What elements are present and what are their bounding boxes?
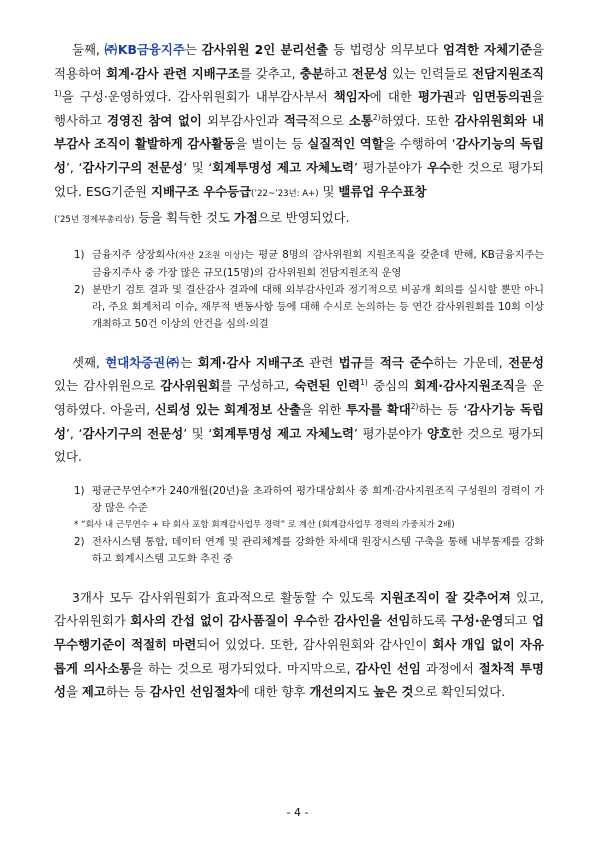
emphasis: 감사기구의 전문성 (82, 425, 184, 441)
text: 과정에서 (420, 660, 479, 676)
emphasis: 제고 (81, 684, 106, 700)
text: 는 평균 8명의 감사위원회 지원조직을 갖춘데 반해, KB금융지주는 금융지주사 중 가장 많은 규모(15명)의 감사위원회 전담지원조직 운영 (92, 249, 544, 279)
company-name-hyundai: 현대차증권㈜ (105, 354, 181, 370)
text: 적으로 (307, 112, 349, 128)
text: 하는 등 (105, 684, 150, 700)
footnote-text (92, 247, 544, 282)
text: 하고 (323, 65, 352, 81)
footnote-number: 2) (74, 536, 85, 548)
emphasis: 감사인을 선임 (333, 613, 411, 629)
emphasis: 구성·운영 (450, 613, 504, 629)
emphasis: 충분 (299, 65, 324, 81)
emphasis: 임면동의권 (472, 89, 533, 105)
emphasis: 전담지원조직 (472, 65, 544, 81)
emphasis: 투자를 확대 (345, 401, 411, 417)
text: 를 구성하고, (220, 378, 295, 394)
text: 등 법령상 의무보다 (328, 42, 444, 57)
text: 한 (317, 613, 334, 629)
paragraph-hyundai (54, 351, 544, 469)
emphasis: 실질적인 역할 (307, 136, 384, 152)
text: 중심의 (367, 378, 415, 394)
text: ’ 및 ‘ (183, 159, 213, 175)
emphasis: 우수 (427, 159, 451, 175)
footnote-text: * “회사 내 근무연수 + 타 회사 포함 회계감사업무 경력” 로 계산 (회계감사업무 경력의 가중치가 2배) (74, 519, 455, 530)
emphasis: 숙련된 인력 (294, 378, 361, 394)
text: 을 구성·운영하였다. 감사위원회가 내부감사부서 (61, 89, 334, 105)
paragraph-kb (54, 38, 544, 233)
footnotes-hyundai (74, 483, 544, 568)
small-note: (’22~’23년: A+) (251, 188, 319, 199)
text: 되고 (503, 613, 532, 629)
text: 되어 있었다. 또한, 감사위원회와 감사인이 (196, 636, 433, 652)
text: ’, ‘ (65, 425, 83, 441)
text: 외부감사인과 (201, 112, 284, 128)
emphasis: 소통 (348, 112, 373, 128)
emphasis: 감사기능 독립성 (54, 401, 544, 441)
text: 셋째, (72, 354, 106, 370)
emphasis: 회사의 간섭 없이 감사품질이 우수 (130, 613, 318, 629)
emphasis: 감사인 선임절차 (149, 684, 238, 700)
footnote-number: 1) (74, 485, 85, 497)
text: 과 (453, 89, 473, 105)
text: 는 (184, 42, 202, 57)
text: 한 것으로 평가되었다. ESG기준원 (54, 159, 545, 199)
text: 에 대한 향후 (237, 684, 310, 700)
emphasis: 전문성 (508, 354, 544, 370)
text: 3개사 모두 감사위원회가 효과적으로 활동할 수 있도록 (72, 589, 380, 605)
footnotes-kb (74, 247, 544, 333)
emphasis: 적극 준수 (379, 354, 434, 370)
text: 을 (65, 684, 82, 700)
text: ’ 평가분야가 (353, 425, 428, 441)
text: 를 (362, 354, 380, 370)
footnote-2 (74, 282, 544, 333)
emphasis: 감사기구의 전문성 (82, 159, 184, 175)
emphasis: 절차적 투명성 (54, 660, 544, 700)
emphasis: 업무수행기준이 적절히 마련 (54, 613, 544, 652)
text: 있는 인력들로 (387, 65, 473, 81)
small-note: (자산 2조원 이상) (175, 250, 245, 261)
text: 을 운영하였다. 아울러, (54, 378, 544, 417)
text: ’ 및 ‘ (183, 425, 213, 441)
page-number: - 4 - (286, 806, 309, 819)
footnote-number: 2) (74, 284, 85, 296)
emphasis: 평가권 (418, 89, 454, 105)
emphasis: 적극 (283, 112, 308, 128)
emphasis: 개선의지 (309, 684, 358, 700)
emphasis: 가점 (233, 210, 258, 226)
footnote-subnote (74, 517, 544, 534)
footnote-ref: 2) (372, 112, 381, 122)
text: 하는 가운데, (433, 354, 509, 370)
emphasis: 전문성 (351, 65, 388, 81)
emphasis: 회사 개입 없이 자유롭게 의사소통 (54, 636, 544, 676)
emphasis: 회계·감사지원조직 (414, 378, 515, 394)
document-body (54, 38, 544, 704)
emphasis: 지배구조 우수등급 (150, 183, 252, 199)
text: ’ 평가분야가 (353, 159, 428, 175)
footnote-2 (74, 534, 544, 568)
emphasis: 회계투명성 제고 자체노력 (212, 159, 354, 175)
paragraph-summary (54, 586, 544, 704)
emphasis: 경영진 참여 없이 (107, 112, 202, 128)
footnote-text: 평균근무연수*가 240개월(20년)을 초과하여 평가대상회사 중 회계·감사지원조직 구성원의 경력이 가장 많은 수준 (92, 485, 544, 514)
footnote-number: 1) (74, 249, 85, 261)
emphasis: 양호 (427, 425, 451, 441)
text: 도 (357, 684, 374, 700)
text: 에 대한 (369, 89, 419, 105)
text: 있는 감사위원으로 (54, 378, 161, 394)
text: 등을 획득한 것도 (134, 210, 234, 226)
text: ’, ‘ (65, 159, 83, 175)
text: 있고, 감사위원회가 (54, 589, 544, 629)
emphasis: 책임자 (333, 89, 370, 105)
text: 하였다. 또한 (380, 112, 455, 128)
text: 을 하는 것으로 평가되었다. 마지막으로, (131, 660, 356, 676)
emphasis: 감사위원 2인 분리선출 (201, 42, 329, 57)
emphasis: 감사인 선임 (355, 660, 421, 676)
emphasis: 법규 (338, 354, 363, 370)
text: 을 벌이는 등 (235, 136, 308, 152)
emphasis: 회계투명성 제고 자체노력 (212, 425, 354, 441)
emphasis: 높은 것 (373, 684, 414, 700)
text: 한 것으로 평가되었다. (54, 425, 545, 465)
footnote-1 (74, 247, 544, 282)
text: 을 위한 (301, 401, 346, 417)
emphasis: 회계·감사 관련 지배구조 (106, 65, 240, 81)
text: 을 적용하여 (54, 42, 544, 81)
text: 둘째, (72, 42, 105, 57)
text: 을 행사하고 (54, 89, 544, 128)
emphasis: 회계·감사 지배구조 (197, 354, 304, 370)
footnote-1 (74, 483, 544, 517)
emphasis: 지원조직이 잘 갖추어져 (379, 589, 511, 605)
footnote-ref: 2) (410, 401, 419, 411)
emphasis: 밸류업 우수표창 (338, 183, 427, 199)
text: 으로 반영되었다. (257, 210, 350, 226)
text: 는 (180, 354, 198, 370)
footnote-ref: 1) (54, 89, 62, 99)
text: 금융지주 상장회사 (92, 249, 176, 261)
company-name-kb: ㈜KB금융지주 (104, 42, 185, 57)
emphasis: 감사기능의 독립성 (54, 136, 544, 175)
emphasis: 신뢰성 있는 회계정보 산출 (154, 401, 302, 417)
text: 을 수행하여 ‘ (383, 136, 456, 152)
emphasis: 엄격한 자체기준 (443, 42, 532, 57)
footnote-text: 전사시스템 통합, 데이터 연계 및 관리체계를 강화한 차세대 원장시스템 구축을 통해 내부통제를 강화하고 회계시스템 고도화 추진 중 (92, 536, 544, 565)
emphasis: 감사위원회 (160, 378, 221, 394)
footnote-text: 분반기 검토 결과 및 결산감사 결과에 대해 외부감사인과 정기적으로 비공개 회의를 실시할 뿐만 아니라, 주요 회계처리 이슈, 재무적 변동사항 등에 대해 수시로 논의하는 등 연간 감사위원회를 10회 이상 개최하고 50건 이상의 안건을 심의·의결 (92, 284, 544, 330)
text: 으로 확인되었다. (413, 684, 506, 700)
text: 관련 (303, 354, 339, 370)
text: 하는 등 ‘ (418, 401, 468, 417)
footnote-ref: 1) (360, 378, 368, 388)
small-note: (’25년 경제부총리상) (54, 215, 135, 226)
text: 및 (318, 183, 339, 199)
text: 하도록 (410, 613, 451, 629)
text: 를 갖추고, (239, 65, 300, 81)
emphasis: 감사위원회와 내부감사 조직이 활발하게 감사활동 (54, 112, 544, 152)
